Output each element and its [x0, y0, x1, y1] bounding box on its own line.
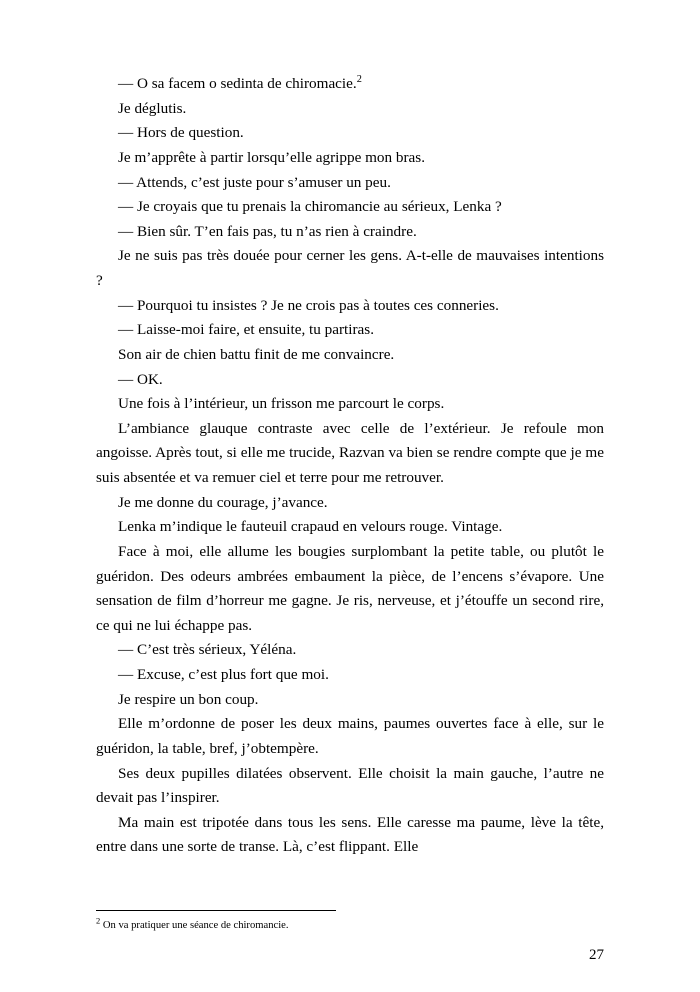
paragraph: Je ne suis pas très douée pour cerner les gens. A-t-elle de mauvaises intentions ? [96, 247, 604, 289]
paragraph: — C’est très sérieux, Yéléna. [118, 641, 297, 659]
paragraph: — Attends, c’est juste pour s’amuser un peu. [118, 173, 391, 191]
paragraph: — Pourquoi tu insistes ? Je ne crois pas à toutes ces conneries. [118, 296, 499, 314]
paragraph: Je respire un bon coup. [118, 690, 259, 708]
paragraph: Son air de chien battu finit de me convaincre. [118, 345, 395, 363]
page-number: 27 [589, 947, 604, 963]
footnote [96, 915, 604, 934]
paragraph: Je m’apprête à partir lorsqu’elle agrippe mon bras. [118, 148, 426, 166]
paragraph-text: — O sa facem o sedinta de chiromacie. [118, 75, 357, 92]
paragraph: Ma main est tripotée dans tous les sens. Elle caresse ma paume, lève la tête, entre dans une sorte de transe. Là, c’est flippant. Elle [96, 813, 604, 856]
paragraph: Elle m’ordonne de poser les deux mains, paumes ouvertes face à elle, sur le guéridon, la table, bref, j’obtempère. [96, 715, 604, 757]
page-body [96, 72, 604, 860]
paragraph: — OK. [118, 370, 163, 388]
paragraph: L’ambiance glauque contraste avec celle de l’extérieur. Je refoule mon angoisse. Après tout, si elle me trucide, Razvan va bien se rendre compte que je me suis absentée et va remuer ciel et terre pour me retrouver. [96, 419, 604, 486]
paragraph: Lenka m’indique le fauteuil crapaud en velours rouge. Vintage. [118, 518, 503, 536]
paragraph: Ses deux pupilles dilatées observent. Elle choisit la main gauche, l’autre ne devait pas l’inspirer. [96, 764, 604, 807]
paragraph: — Hors de question. [118, 124, 244, 142]
paragraph: Une fois à l’intérieur, un frisson me parcourt le corps. [118, 395, 445, 413]
footnote-reference[interactable]: 2 [356, 73, 362, 85]
paragraph: Je déglutis. [118, 99, 187, 117]
paragraph: — Bien sûr. T’en fais pas, tu n’as rien à craindre. [118, 222, 417, 240]
paragraph: — Je croyais que tu prenais la chiromancie au sérieux, Lenka ? [118, 198, 502, 216]
paragraph: Je me donne du courage, j’avance. [118, 493, 328, 511]
paragraph: Face à moi, elle allume les bougies surplombant la petite table, ou plutôt le guéridon. Des odeurs ambrées embaument la pièce, de l’encens s’évapore. Une sensation de film d’horreur me gagne. Je ris, nerveuse, et j’étouffe un second rire, ce qui ne lui échappe pas. [96, 542, 604, 634]
footnote-marker: 2 [96, 915, 101, 926]
paragraph: — Laisse-moi faire, et ensuite, tu partiras. [118, 321, 374, 339]
paragraph [96, 72, 604, 97]
footnote-separator [96, 910, 336, 911]
footnote-text: On va pratiquer une séance de chiromancie. [102, 920, 289, 932]
paragraph: — Excuse, c’est plus fort que moi. [118, 666, 329, 683]
footnote-area [96, 910, 604, 934]
